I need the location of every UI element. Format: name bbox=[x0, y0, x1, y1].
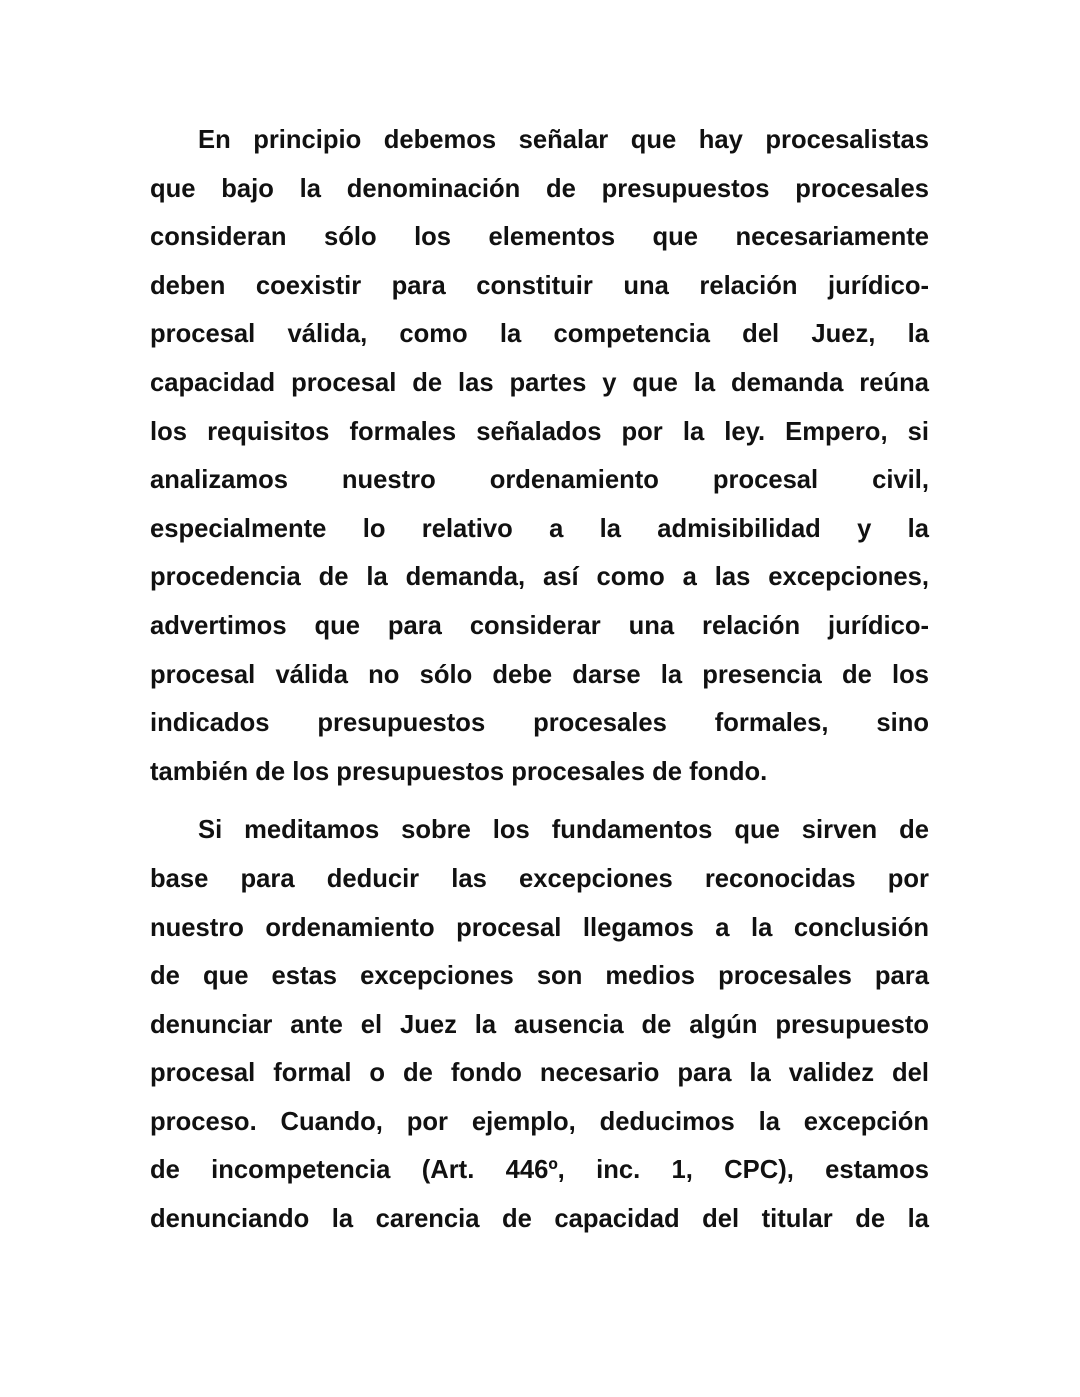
text-line: que bajo la denominación de presupuestos procesales bbox=[150, 174, 929, 203]
text-line: de incompetencia (Art. 446º, inc. 1, CPC), estamos bbox=[150, 1156, 929, 1185]
text-line: procedencia de la demanda, así como a las excepciones, bbox=[150, 563, 929, 592]
text-line: procesal válida no sólo debe darse la presencia de los bbox=[150, 660, 929, 689]
text-line: proceso. Cuando, por ejemplo, deducimos la excepción bbox=[150, 1107, 929, 1136]
text-line: denunciando la carencia de capacidad del titular de la bbox=[150, 1205, 929, 1234]
document-page bbox=[150, 122, 929, 1260]
text-line: de que estas excepciones son medios procesales para bbox=[150, 962, 929, 991]
text-line: En principio debemos señalar que hay procesalistas bbox=[198, 126, 929, 154]
text-line: procesal formal o de fondo necesario para la validez del bbox=[150, 1059, 929, 1088]
text-line: especialmente lo relativo a la admisibilidad y la bbox=[150, 514, 929, 543]
text-line: base para deducir las excepciones reconocidas por bbox=[150, 864, 929, 893]
paragraph bbox=[150, 812, 929, 1249]
text-line: deben coexistir para constituir una relación jurídico- bbox=[150, 271, 929, 300]
text-line: capacidad procesal de las partes y que la demanda reúna bbox=[150, 368, 929, 397]
paragraph bbox=[150, 122, 929, 802]
text-line: denunciar ante el Juez la ausencia de algún presupuesto bbox=[150, 1010, 929, 1039]
text-line: consideran sólo los elementos que necesariamente bbox=[150, 223, 929, 252]
text-line: advertimos que para considerar una relación jurídico- bbox=[150, 611, 929, 640]
text-line: nuestro ordenamiento procesal llegamos a la conclusión bbox=[150, 913, 929, 942]
text-line: Si meditamos sobre los fundamentos que sirven de bbox=[198, 816, 929, 845]
text-line: los requisitos formales señalados por la ley. Empero, si bbox=[150, 417, 929, 446]
text-line: también de los presupuestos procesales de fondo. bbox=[150, 757, 768, 786]
text-line: procesal válida, como la competencia del Juez, la bbox=[150, 320, 929, 349]
text-line: analizamos nuestro ordenamiento procesal civil, bbox=[150, 466, 929, 495]
text-line: indicados presupuestos procesales formales, sino bbox=[150, 709, 929, 738]
